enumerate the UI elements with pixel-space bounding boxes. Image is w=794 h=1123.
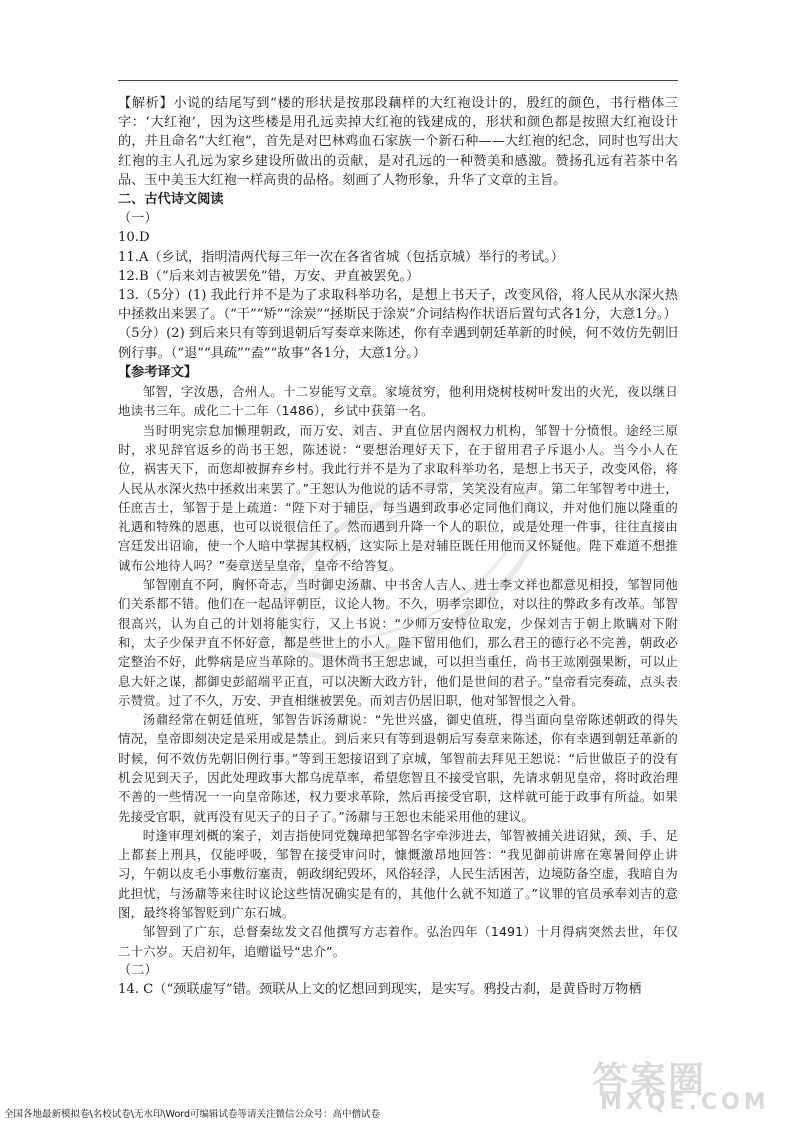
- logo-text: 答案圈: [592, 1060, 707, 1101]
- answer-document: [118, 94, 678, 999]
- translation-paragraph: 邹智到了广东，总督秦纮发文召他撰写方志着作。弘治四年（1491）十月得病突然去世，年仅二十六岁。天启初年，追赠谥号“忠介”。: [118, 924, 678, 959]
- answer-13-part2: （5分）(2) 到后来只有等到退朝后写奏章来陈述，你有幸遇到朝廷革新的时候，何不效仿先朝旧例行事。（“退”“具疏”“盍”“故事”各1分，大意1分。）: [118, 326, 678, 361]
- analysis-paragraph: 【解析】小说的结尾写到“楼的形状是按那段藕样的大红袍设计的，殷红的颜色，书行楷体三字：‘大红袍’，因为这些楼是用孔远卖掉大红袍的钱建成的，形状和颜色都是按照大红袍设计的，并且命名“大红袍”，首先是对巴林鸡血石家族一个新石种——大红袍的纪念，同时也写出大红袍的主人孔远为家乡建设所做出的贡献，是对孔远的一种赞美和感激。赞扬孔远有若茶中名品、玉中美玉大红袍一样高贵的品格。刻画了人物形象，升华了文章的主旨。: [118, 96, 678, 188]
- translation-paragraph: 时逢审理刘概的案子，刘吉指使同党魏璋把邹智名字牵涉进去，邹智被捕关进诏狱，颈、手、足上都套上刑具，仅能呼吸，邹智在接受审问时，慷慨激昂地回答：“我见御前讲席在寒暑间停止讲习，午朝以皮毛小事敷衍塞责，朝政纲纪毁坏，风俗轻浮，人民生活困苦，边境防备空虚，我暗自为此担忧，与汤鼐等来往时议论这些情况确实是有的，其他什么就不知道了。”议罪的官员承奉刘吉的意图，最终将邹智贬到广东石城。: [118, 827, 678, 921]
- answer-14: 14. C（“颈联虚写”错。颈联从上文的忆想回到现实，是实写。鸦投古刹，是黄昏时万物栖: [118, 982, 642, 998]
- translation-paragraph: 邹智，字汝愚，合州人。十二岁能写文章。家境贫穷，他利用烧树枝树叶发出的火光，夜以继日地读书三年。成化二十二年（1486），乡试中获第一名。: [118, 384, 678, 419]
- subsection-label: （一）: [118, 211, 158, 227]
- answer-12: 12.B（“后来刘吉被罢免”错，万安、尹直被罢免。）: [118, 268, 420, 284]
- footer-notice: 全国各地最新模拟卷\名校试卷\无水印\Word可编辑试卷等请关注微信公众号：高中僧试卷: [4, 1109, 381, 1120]
- translation-paragraph: 当时明宪宗怠加懒理朝政，而万安、刘吉、尹直位居内阁权力机构，邹智十分愤恨。途经三原时，求见辞官返乡的尚书王恕，陈述说：“要想治理好天下，在于留用君子斥退小人。当今小人在位，祸害天下，而您却被摒弃乡村。我此行并不是为了求取科举功名，是想上书天子，改变风俗，将人民从水深火热中拯救出来罢了。”王恕认为他说的话不寻常，笑笑没有应声。第二年邹智考中进士，任庶吉士，邹智于是上疏道：“陛下对于辅臣，每当遇到政事必定同他们商议，并对他们施以隆重的礼遇和特殊的恩惠，也可以说很信任了。然而遇到升降一个人的职位，或是处理一件事，往往直接由宫廷发出诏谕，使一个人暗中掌握其权柄，这实际上是对辅臣既任用他而又怀疑他。陛下难道不想推诚布公地待人吗？”奏章送呈皇帝，皇帝不给答复。: [118, 422, 678, 573]
- answer-10: 10.D: [118, 230, 150, 246]
- answer-13-part1: 13.（5分）(1) 我此行并不是为了求取科举功名，是想上书天子，改变风俗，将人民从水深火热中拯救出来罢了。（“干”“矫”“涂炭”“拯斯民于涂炭”介词结构作状语后置句式各1分，大意1分。）: [118, 288, 678, 323]
- translation-paragraph: 邹智刚直不阿，胸怀奇志，当时御史汤鼐、中书舍人吉人、进士李文祥也都意见相投，邹智同他们关系都不错。他们在一起品评朝臣，议论人物。不久，明孝宗即位，对以往的弊政多有改革。邹智很高兴，认为自己的计划将能实行，又上书说：“少师万安恃位取宠，少保刘吉于朝上欺瞒对下附和，太子少保尹直不怀好意，都是些世上的小人。陛下留用他们，那么君王的德行必不完善，朝政必定整治不好，此弊病是应当革除的。退休尚书王恕忠诚，可以担当重任，尚书王竑刚强果断，可以止息大奸之谋，都御史彭韶端平正直，可以决断大政方针，他们是世间的君子。”皇帝看完奏疏，点头表示赞赏。过了不久，万安、尹直相继被罢免。而刘吉仍居旧职，他对邹智恨之入骨。: [118, 577, 678, 708]
- reference-translation-title: 【参考译文】: [118, 364, 198, 380]
- answer-11: 11.A（乡试，指明清两代每三年一次在各省省城（包括京城）举行的考试。）: [118, 249, 564, 265]
- header-rule: [118, 80, 678, 81]
- logo-domain: MXQE.COM: [600, 1090, 770, 1115]
- site-logo: [592, 1052, 778, 1118]
- section-title: 二、古代诗文阅读: [118, 192, 224, 208]
- translation-paragraph: 汤鼐经常在朝廷值班，邹智告诉汤鼐说：“先世兴盛，御史值班，得当面向皇帝陈述朝政的得失情况，皇帝即刻决定是采用或是禁止。到后来只有等到退朝后写奏章来陈述，你有幸遇到朝廷革新的时候，何不效仿先朝旧例行事。”等到王恕接诏到了京城，邹智前去拜见王恕说：“后世做臣子的没有机会见到天子，因此处理政事大都乌虎草率，希望您智且不接受官职，先请求朝见皇帝，将时政治理不善的一些情况一一向皇帝陈述，权力要求革除，然后再接受官职，这样就可能于政事有所益。如果先接受官职，就再没有见天子的日子了。”汤鼐与王恕也未能采用他的建议。: [118, 712, 678, 824]
- subsection-label: （二）: [118, 962, 158, 978]
